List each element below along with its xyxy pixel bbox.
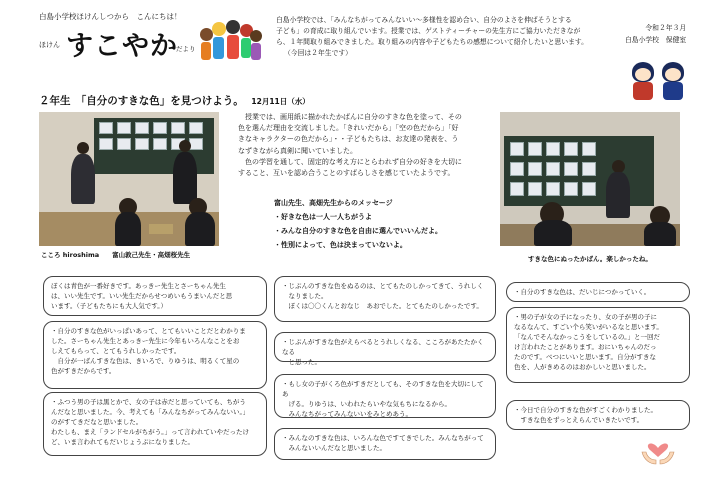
comment-line: ・みんなのすきな色は、いろんな色ですてきでした。みんなちがって	[282, 434, 484, 442]
comment-line: すきな色をずっとえらんでいきたいです。	[520, 416, 644, 424]
comment-line: 色がすきだからです。	[51, 367, 116, 375]
issue-date: 令和２年３月	[645, 24, 687, 32]
comment-line: ど、いま言われてもだいじょうぶになりました。	[51, 438, 194, 446]
comment-line: ・ふつう男の子は黒とかで、女の子は赤だと思っていても、ちがう	[51, 398, 246, 406]
comment-line: け言われたことがあります。おにいちゃんのだっ	[514, 343, 657, 351]
comment-line: んだなと思いました。今、考えても「みんなちがってみんないい。」	[51, 408, 250, 416]
body-line: すること、互いを認め合うことのすばらしさを感じていたようです。	[238, 169, 455, 178]
intro-paragraph	[276, 15, 606, 59]
comment-line: した。さーちゃん先生とあっきー先生に今年もいろんなことをお	[51, 337, 240, 345]
children-illustration	[198, 18, 264, 70]
comment-line: ・もし女の子がくろ色がすきだとしても、そのすきな色を大切にしてあ	[282, 380, 484, 398]
comment-line: たのです。べつにいいと思います。自分がすきな	[514, 353, 656, 361]
student-comment-bubble	[274, 374, 496, 418]
student-comment-bubble	[274, 276, 496, 322]
student-comment-bubble	[43, 392, 267, 456]
body-line: きなキャラクターの色だから」・・子どもたちは、お友達の発表を、う	[238, 135, 459, 144]
intro-line: （今回は２年生です）	[284, 49, 352, 57]
newsletter-title: すこやか	[66, 31, 178, 62]
comment-line: みんないいんだなと思いました。	[288, 444, 386, 452]
dayori-label: だより	[176, 45, 196, 53]
student-comment-bubble	[43, 276, 267, 316]
student-comment-bubble	[506, 282, 690, 302]
comment-line: わたしも、まえ「ランドセルがちがう。」って言われていやだったけ	[51, 428, 250, 436]
comment-line: なりました。	[288, 292, 328, 300]
body-line: 色を選んだ理由を交流しました。「きれいだから」「空の色だから」「好	[238, 124, 459, 133]
comment-line: しえてもらって、とてもうれしかったです。	[51, 347, 181, 355]
school-office: 白島小学校 保健室	[625, 36, 687, 44]
intro-line: 子ども」の育成に取り組んでいます。授業では、ゲストティーチャーの先生方にご協力いただきなが	[276, 27, 581, 35]
classroom-photo-left	[39, 112, 219, 246]
students-illustration	[628, 60, 690, 102]
comment-line: 自分が一ばんすきな色は、きいろで、りゆうは、明るくて星の	[57, 357, 240, 365]
body-line: 授業では、画用紙に描かれたかばんに自分のすきな色を塗って、その	[245, 113, 462, 121]
comment-line: は、いい先生です。いい先生だからせつめいもうまいんだと思	[51, 292, 233, 300]
intro-line: 白島小学校では、「みんなちがってみんないい～多様性を認め合い、自分のよさを伸ばそうとする	[276, 16, 572, 24]
comment-line: げる。りゆうは、いわれたらいやな気もちになるから。	[288, 400, 451, 408]
classroom-photo-right	[500, 112, 680, 246]
teacher-message-title: 富山先生、高畑先生からのメッセージ	[274, 199, 393, 207]
comment-line: 色を、人がきめるのはおかしいと思いました。	[514, 363, 651, 371]
comment-line: ぼくは〇〇くんとおなじ あおでした。とてもたのしかったです。	[288, 302, 483, 310]
comment-line: ・自分のすきな色がいっぱいあって、とてもいいことだとわかりま	[51, 327, 246, 335]
student-comment-bubble	[43, 321, 267, 389]
student-comment-bubble	[506, 400, 690, 430]
teacher-message-line: ・みんな自分のすきな色を自由に選んでいいんだよ。	[274, 227, 442, 235]
left-photo-caption: こころ hiroshima 富山敦己先生・高畑桜先生	[41, 251, 191, 259]
right-photo-caption: すきな色にぬったかばん。楽しかったね。	[528, 255, 652, 263]
comment-line: 「なんでそんなかっこうをしているの。」と一回だ	[514, 333, 660, 341]
school-greeting: 白島小学校ほけんしつから こんにちは！	[39, 12, 182, 21]
comment-line: みんなちがってみんないいをみとめあう。	[288, 410, 412, 418]
comment-line: と思った。	[288, 358, 321, 366]
comment-line: ・男の子が女の子になったり、女の子が男の子に	[514, 313, 657, 321]
lesson-description	[238, 112, 486, 179]
intro-line: ら、１年間取り組みできました。取り組みの内容や子どもたちの感想について紹介したいと思います。	[276, 38, 588, 46]
heart-hands-icon	[638, 432, 678, 468]
comment-line: ・今日で自分のすきな色がすごくわかりました。	[514, 406, 657, 414]
comment-line: います。（子どもたちにも大人気です。）	[51, 302, 167, 310]
comment-line: ・じぶんがすきな色がえらべるとうれしくなる、こころがあたたかくなる	[282, 338, 484, 356]
body-line: 色の学習を通して、固定的な考え方にとらわれず自分の好きを大切に	[245, 157, 462, 166]
hoken-label: ほけん	[39, 41, 60, 49]
student-comment-bubble	[506, 307, 690, 383]
section-heading: ２年生 「自分のすきな色」を見つけよう。	[39, 95, 244, 107]
comment-line: ・じぶんのすきな色をぬるのは、とてもたのしかってきて、うれしく	[282, 282, 484, 290]
teacher-message-line: ・好きな色は一人一人ちがうよ	[274, 213, 372, 221]
issue-date-block	[625, 22, 686, 46]
body-line: なずきながら真剣に聞いていました。	[238, 146, 357, 155]
student-comment-bubble	[274, 428, 496, 460]
teacher-message-line: ・性別によって、色は決まっていないよ。	[274, 241, 407, 249]
comment-line: ぼくは青色が一番好きです。あっきー先生とさーちゃん先生	[51, 282, 226, 290]
comment-line: ・自分のすきな色は、だいじにつかっていく。	[514, 288, 651, 296]
lesson-date: 12月11日（水）	[251, 97, 310, 106]
section-title	[39, 93, 310, 108]
comment-line: なるなんて、すごい个ら笑いがいるなと思います。	[514, 323, 663, 331]
student-comment-bubble	[274, 332, 496, 366]
comment-line: のがすてきだなと思いました。	[51, 418, 143, 426]
